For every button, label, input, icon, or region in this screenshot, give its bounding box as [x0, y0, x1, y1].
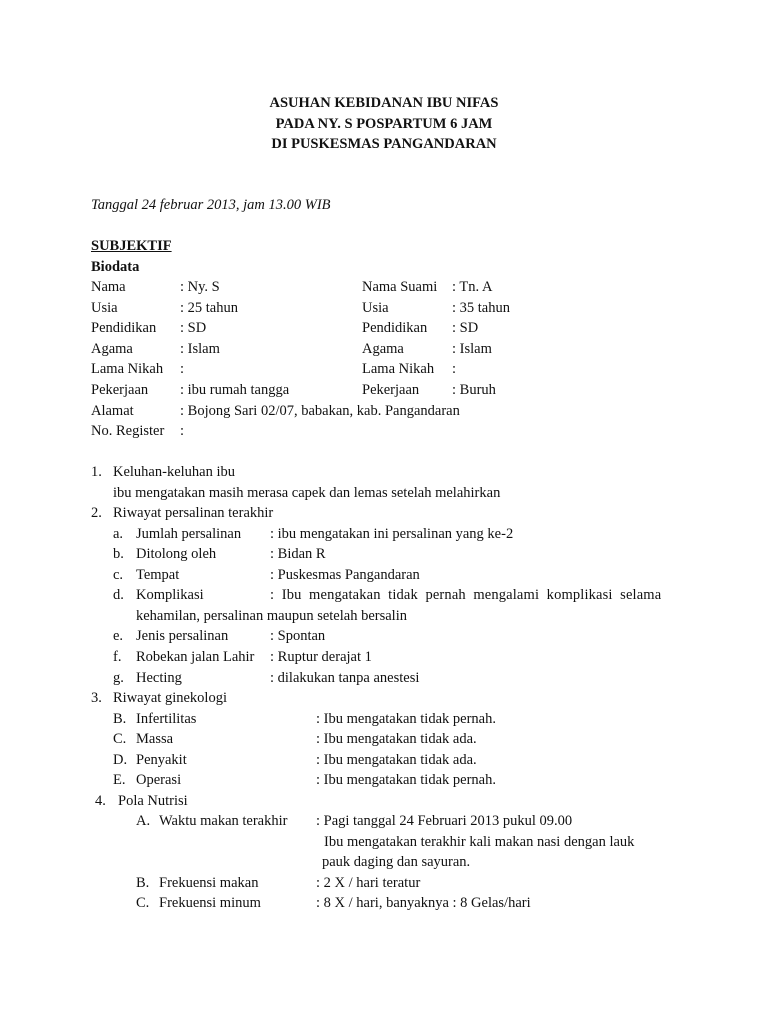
item-label: Frekuensi minum: [159, 895, 261, 911]
biodata-label: Nama Suami: [362, 279, 438, 295]
section-title: Pola Nutrisi: [118, 793, 188, 809]
item-letter: E.: [113, 772, 126, 788]
item-value: : Ibu mengatakan tidak ada.: [316, 731, 477, 747]
item-letter: f.: [113, 649, 122, 665]
biodata-value: :: [452, 361, 457, 377]
section-title: Keluhan-keluhan ibu: [113, 464, 236, 480]
title-line-3: DI PUSKESMAS PANGANDARAN: [271, 136, 497, 152]
item-label: Jenis persalinan: [136, 628, 229, 644]
item-label: Robekan jalan Lahir: [136, 649, 255, 665]
item-value: : Pagi tanggal 24 Februari 2013 pukul 09.00: [316, 813, 573, 829]
item-letter: B.: [136, 875, 150, 891]
item-letter: B.: [113, 711, 127, 727]
biodata-label: Pendidikan: [362, 320, 428, 336]
item-label: Ditolong oleh: [136, 546, 217, 562]
item-value: : Ibu mengatakan tidak pernah mengalami komplikasi selama: [270, 587, 662, 603]
biodata-value: : Islam: [452, 341, 492, 357]
item-value: : 2 X / hari teratur: [316, 875, 421, 891]
biodata-value: : Bojong Sari 02/07, babakan, kab. Pangandaran: [180, 403, 460, 419]
date-line: Tanggal 24 februar 2013, jam 13.00 WIB: [91, 197, 331, 213]
list-number: 1.: [91, 464, 102, 480]
biodata-value: : Ny. S: [180, 279, 220, 295]
biodata-label: No. Register: [91, 423, 165, 439]
biodata-label: Pekerjaan: [91, 382, 149, 398]
biodata-label: Agama: [362, 341, 404, 357]
section-title: Riwayat persalinan terakhir: [113, 505, 274, 521]
item-label: Infertilitas: [136, 711, 197, 727]
item-label: Waktu makan terakhir: [159, 813, 288, 829]
biodata-label: Lama Nikah: [91, 361, 164, 377]
item-value: : Ibu mengatakan tidak ada.: [316, 752, 477, 768]
item-value-continuation: pauk daging dan sayuran.: [322, 854, 471, 870]
biodata-label: Pendidikan: [91, 320, 157, 336]
item-value-continuation: Ibu mengatakan terakhir kali makan nasi dengan lauk: [324, 834, 635, 850]
item-letter: A.: [136, 813, 151, 829]
biodata-value: : Tn. A: [452, 279, 493, 295]
item-label: Frekuensi makan: [159, 875, 259, 891]
biodata-value: : SD: [452, 320, 479, 336]
item-value: : Ruptur derajat 1: [270, 649, 372, 665]
item-letter: c.: [113, 567, 124, 583]
item-label: Jumlah persalinan: [136, 526, 242, 542]
item-letter: D.: [113, 752, 128, 768]
item-value: : Ibu mengatakan tidak pernah.: [316, 711, 496, 727]
list-number: 2.: [91, 505, 102, 521]
item-label: Massa: [136, 731, 174, 747]
item-letter: g.: [113, 670, 124, 686]
item-value: : Ibu mengatakan tidak pernah.: [316, 772, 496, 788]
list-number: 4.: [95, 793, 106, 809]
item-label: Hecting: [136, 670, 182, 686]
item-value: : 8 X / hari, banyaknya : 8 Gelas/hari: [316, 895, 531, 911]
biodata-heading: Biodata: [91, 259, 140, 275]
biodata-label: Agama: [91, 341, 133, 357]
item-letter: d.: [113, 587, 124, 603]
item-letter: b.: [113, 546, 124, 562]
biodata-label: Lama Nikah: [362, 361, 435, 377]
item-value-continuation: kehamilan, persalinan maupun setelah bersalin: [136, 608, 407, 624]
biodata-label: Pekerjaan: [362, 382, 420, 398]
section-heading: SUBJEKTIF: [91, 238, 172, 254]
item-value: : ibu mengatakan ini persalinan yang ke-2: [270, 526, 514, 542]
biodata-label: Alamat: [91, 403, 134, 419]
item-letter: C.: [113, 731, 127, 747]
biodata-value: : Islam: [180, 341, 220, 357]
item-label: Tempat: [136, 567, 180, 583]
item-label: Penyakit: [136, 752, 187, 768]
item-value: : Bidan R: [270, 546, 326, 562]
list-number: 3.: [91, 690, 102, 706]
biodata-label: Usia: [362, 300, 389, 316]
title-line-2: PADA NY. S POSPARTUM 6 JAM: [275, 116, 493, 132]
item-letter: a.: [113, 526, 124, 542]
item-letter: e.: [113, 628, 124, 644]
biodata-value: :: [180, 423, 185, 439]
biodata-value: : 25 tahun: [180, 300, 238, 316]
section-title: Riwayat ginekologi: [113, 690, 227, 706]
biodata-value: : SD: [180, 320, 207, 336]
item-letter: C.: [136, 895, 150, 911]
biodata-value: : ibu rumah tangga: [180, 382, 290, 398]
item-value: : Puskesmas Pangandaran: [270, 567, 420, 583]
title-line-1: ASUHAN KEBIDANAN IBU NIFAS: [269, 95, 499, 111]
item-label: Komplikasi: [136, 587, 204, 603]
section-text: ibu mengatakan masih merasa capek dan lemas setelah melahirkan: [113, 485, 501, 501]
biodata-value: : Buruh: [452, 382, 496, 398]
biodata-value: : 35 tahun: [452, 300, 510, 316]
item-value: : Spontan: [270, 628, 326, 644]
biodata-label: Nama: [91, 279, 126, 295]
item-label: Operasi: [136, 772, 182, 788]
biodata-label: Usia: [91, 300, 118, 316]
item-value: : dilakukan tanpa anestesi: [270, 670, 420, 686]
biodata-value: :: [180, 361, 185, 377]
